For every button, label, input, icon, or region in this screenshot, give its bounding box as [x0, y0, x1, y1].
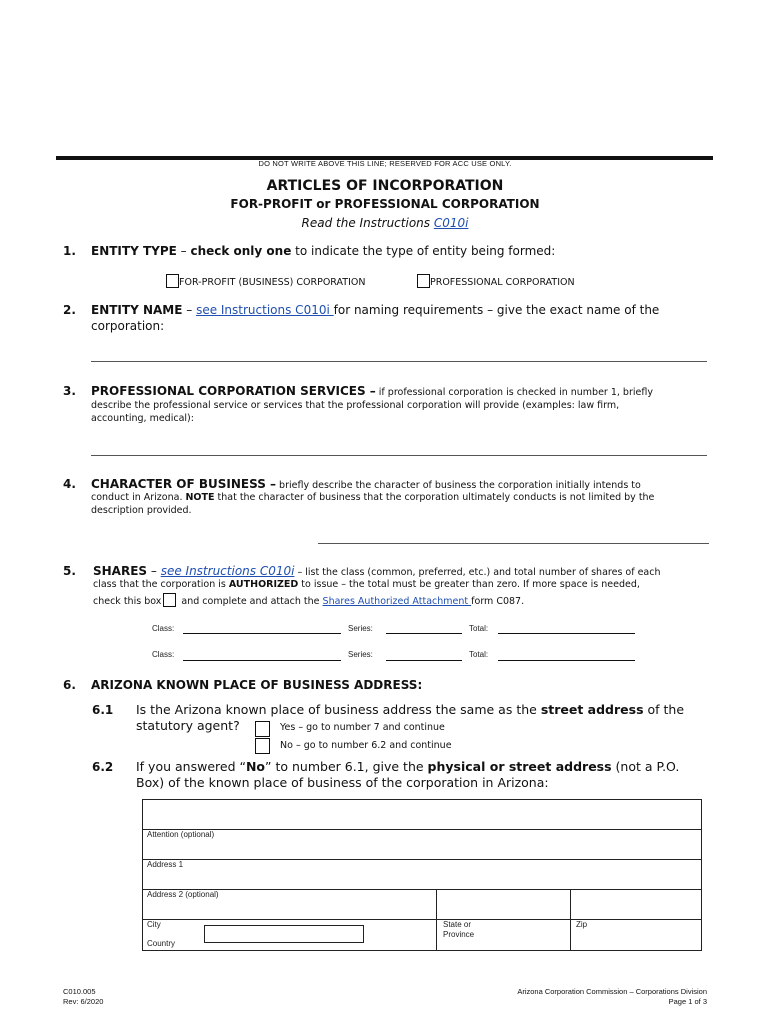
section-6-heading: [91, 677, 422, 693]
instructions-link[interactable]: C010i: [433, 216, 469, 230]
section-5-line2: [93, 578, 640, 592]
note-label: NOTE: [185, 492, 215, 503]
agency-name: Arizona Corporation Commission – Corporations Division: [517, 987, 707, 996]
address-divider-3: [142, 889, 702, 890]
section-4-line2b: that the character of business that the corporation ultimately conducts is not limited by the: [214, 492, 655, 503]
address-2-label: Address 2 (optional): [147, 890, 219, 899]
check-only-one-text: check only one: [190, 244, 292, 258]
section-1-heading: [91, 243, 555, 259]
section-5-line3a: check this box: [93, 596, 162, 607]
question-6-2-line2: Box) of the known place of business of the corporation in Arizona:: [136, 775, 549, 790]
zip-label: Zip: [576, 920, 588, 929]
city-label: City: [147, 920, 161, 929]
character-of-business-label: CHARACTER OF BUSINESS –: [91, 477, 277, 491]
section-4-line3: description provided.: [91, 505, 192, 516]
attention-label: Attention (optional): [147, 830, 215, 839]
section-2-instruction: for naming requirements – give the exact name of the: [333, 303, 660, 317]
shares-attachment-link[interactable]: Shares Authorized Attachment: [322, 596, 472, 607]
section-5-line2a: class that the corporation is: [93, 579, 229, 590]
series-label-1: Series:: [348, 624, 373, 633]
for-profit-option[interactable]: [166, 270, 365, 289]
class-field-1[interactable]: [183, 633, 341, 634]
question-6-2-number: 6.2: [92, 760, 114, 774]
address-2-input[interactable]: [143, 900, 435, 918]
address-col-divider-1: [436, 889, 437, 951]
section-4-number: 4.: [63, 477, 76, 491]
total-field-2[interactable]: [498, 660, 635, 661]
question-6-1-line2: statutory agent?: [136, 718, 240, 733]
question-6-2c: (not a P.O.: [611, 759, 680, 774]
question-6-1-text: [136, 702, 684, 718]
question-6-1-number: 6.1: [92, 703, 114, 717]
entity-name-label: ENTITY NAME: [91, 303, 183, 317]
address-divider-2: [142, 859, 702, 860]
question-6-2a: If you answered “: [136, 759, 246, 774]
question-6-2b: ” to number 6.1, give the: [265, 759, 428, 774]
total-label-1: Total:: [469, 624, 489, 633]
street-address-emphasis: street address: [540, 702, 644, 717]
reserved-notice: DO NOT WRITE ABOVE THIS LINE; RESERVED FOR ACC USE ONLY.: [258, 159, 512, 168]
section-4-line2a: conduct in Arizona.: [91, 492, 186, 503]
class-label-1: Class:: [152, 624, 175, 633]
section-5-dash: –: [147, 564, 161, 578]
address-1-input[interactable]: [143, 870, 701, 888]
section-2-heading: [91, 302, 659, 318]
no-emphasis: No: [245, 759, 266, 774]
shares-label: SHARES: [93, 564, 148, 578]
attention-input[interactable]: [143, 840, 701, 858]
professional-checkbox[interactable]: [417, 274, 430, 288]
page-number: Page 1 of 3: [668, 997, 707, 1006]
character-of-business-field[interactable]: [318, 543, 709, 544]
section-1-instruction: to indicate the type of entity being formed:: [291, 244, 556, 258]
same-address-no-checkbox[interactable]: [255, 738, 270, 754]
section-5-number: 5.: [63, 564, 76, 578]
question-6-2-text: [136, 759, 679, 775]
series-field-1[interactable]: [386, 633, 462, 634]
country-input[interactable]: [204, 925, 364, 943]
section-3-heading: [91, 383, 653, 400]
section-3-line3: accounting, medical):: [91, 413, 194, 424]
series-label-2: Series:: [348, 650, 373, 659]
revision-date: Rev: 6/2020: [63, 997, 104, 1006]
section-3-number: 3.: [63, 384, 76, 398]
for-profit-checkbox[interactable]: [166, 274, 179, 288]
same-address-yes-checkbox[interactable]: [255, 721, 270, 737]
more-space-checkbox[interactable]: [163, 593, 176, 607]
address-col-divider-2: [570, 889, 571, 951]
read-instructions-text: Read the Instructions: [301, 216, 434, 230]
section-2-instructions-link[interactable]: see Instructions C010i: [196, 303, 334, 317]
professional-label: PROFESSIONAL CORPORATION: [430, 277, 575, 288]
known-place-label: ARIZONA KNOWN PLACE OF BUSINESS ADDRESS:: [91, 678, 423, 692]
section-6-number: 6.: [63, 678, 76, 692]
section-5-line2b: to issue – the total must be greater than zero. If more space is needed,: [298, 579, 640, 590]
for-profit-label: FOR-PROFIT (BUSINESS) CORPORATION: [179, 277, 366, 288]
entity-name-field[interactable]: [91, 361, 707, 362]
physical-address-emphasis: physical or street address: [427, 759, 612, 774]
state-label: State or: [443, 920, 472, 929]
province-label: Province: [443, 930, 475, 939]
section-3-line2: describe the professional service or services that the professional corporation will provide (examples: law firm,: [91, 400, 620, 411]
class-field-2[interactable]: [183, 660, 341, 661]
question-6-1a: Is the Arizona known place of business address the same as the: [136, 702, 541, 717]
professional-services-field[interactable]: [91, 455, 707, 456]
entity-type-label: ENTITY TYPE: [91, 244, 177, 258]
page-title: ARTICLES OF INCORPORATION: [266, 178, 504, 194]
section-5-line3: [93, 593, 524, 609]
section-5-instructions-link[interactable]: see Instructions C010i: [160, 564, 295, 578]
yes-option-label: Yes – go to number 7 and continue: [280, 722, 445, 733]
series-field-2[interactable]: [386, 660, 462, 661]
section-5-instruction: – list the class (common, preferred, etc.) and total number of shares of each: [294, 567, 661, 578]
professional-option[interactable]: [417, 270, 575, 289]
read-instructions: [0, 216, 770, 230]
country-label: Country: [147, 939, 176, 948]
no-option-label: No – go to number 6.2 and continue: [280, 740, 452, 751]
address-divider-4: [142, 919, 702, 920]
address-divider-1: [142, 829, 702, 830]
authorized-label: AUTHORIZED: [228, 579, 299, 590]
section-4-line2: [91, 491, 654, 505]
address-1-label: Address 1: [147, 860, 184, 869]
section-2-dash: –: [182, 303, 197, 317]
total-field-1[interactable]: [498, 633, 635, 634]
question-6-1b: of the: [643, 702, 685, 717]
section-5-line3c: form C087.: [471, 596, 525, 607]
section-5-line3b: and complete and attach the: [178, 596, 323, 607]
class-label-2: Class:: [152, 650, 175, 659]
section-1-dash: –: [176, 244, 191, 258]
page-subtitle: FOR-PROFIT or PROFESSIONAL CORPORATION: [230, 197, 540, 211]
section-3-instruction: if professional corporation is checked in number 1, briefly: [375, 387, 653, 398]
total-label-2: Total:: [469, 650, 489, 659]
professional-services-label: PROFESSIONAL CORPORATION SERVICES –: [91, 384, 376, 398]
section-2-line2: corporation:: [91, 319, 165, 333]
section-4-instruction: briefly describe the character of business the corporation initially intends to: [276, 480, 641, 491]
section-2-number: 2.: [63, 303, 76, 317]
form-code: C010.005: [63, 987, 96, 996]
section-1-number: 1.: [63, 244, 76, 258]
